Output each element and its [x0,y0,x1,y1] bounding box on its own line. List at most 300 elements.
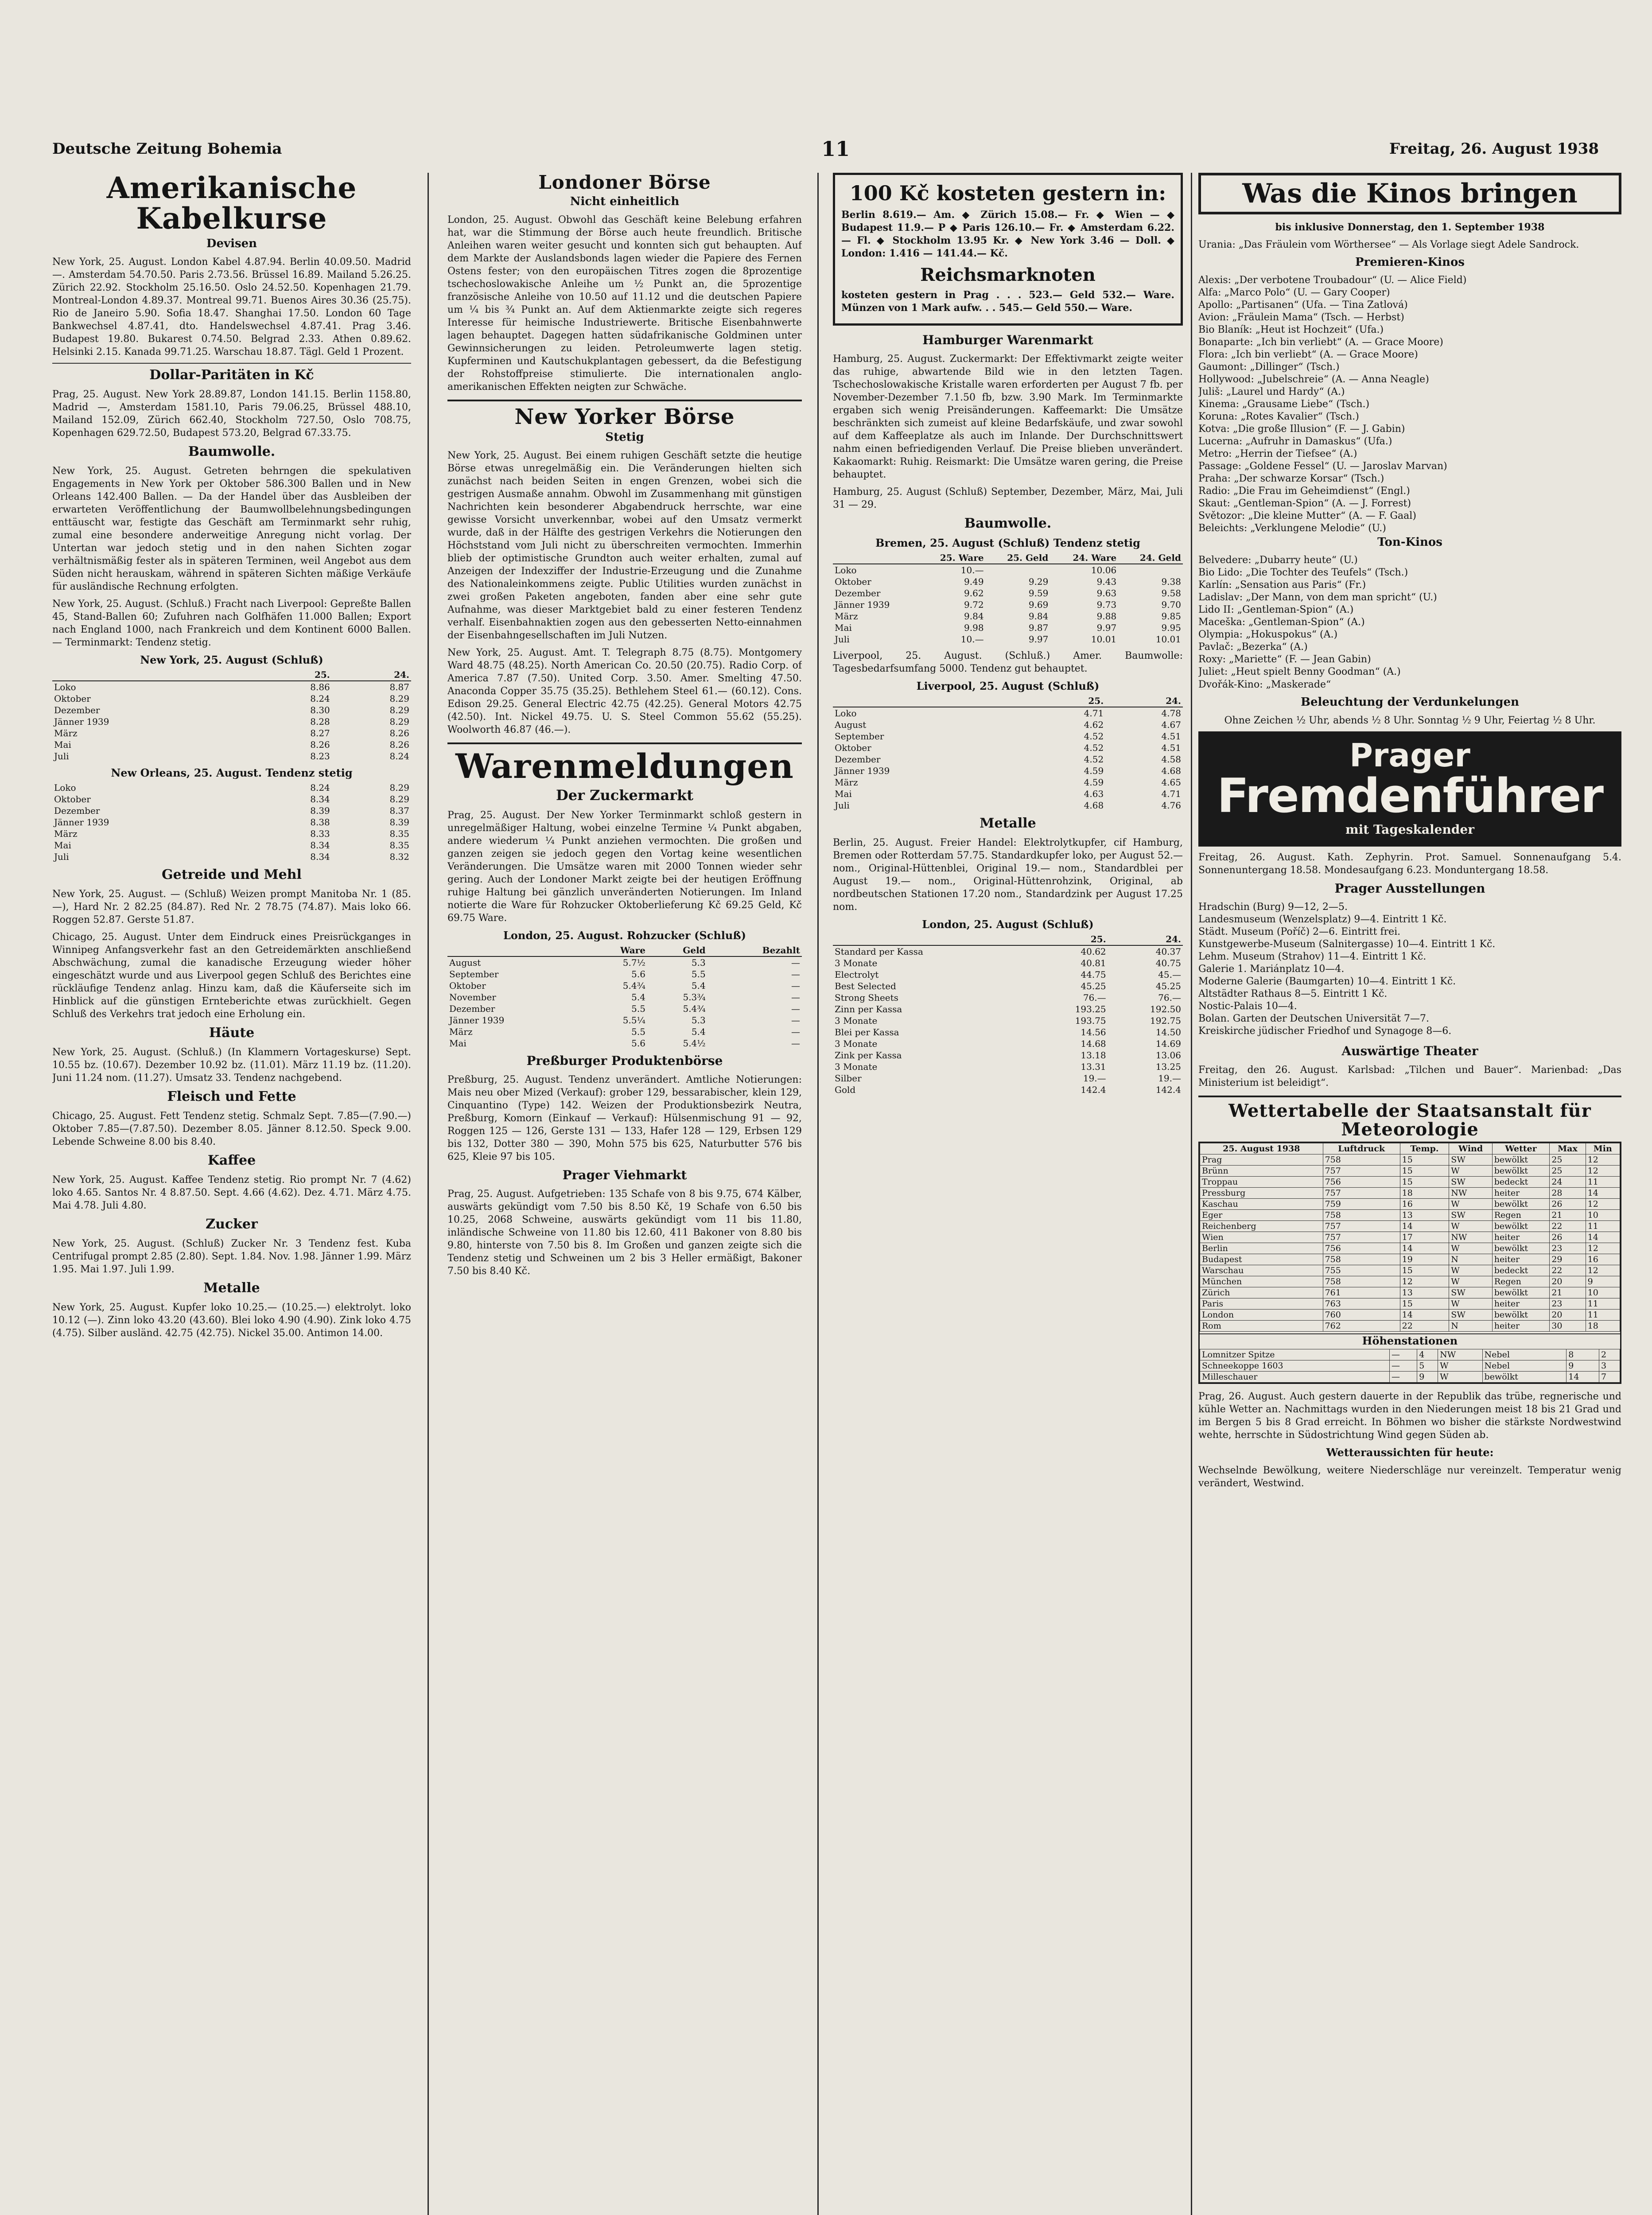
table-cell: 8.24 [310,782,330,793]
liverpool-cotton-table [833,695,1183,811]
table-cell: 3 [1599,1360,1620,1372]
heading-beleuchtung: Beleuchtung der Verdunkelungen [1301,696,1519,709]
list-item: Apollo: „Partisanen“ (Ufa. — Tina Zatlová) [1198,299,1408,311]
table-cell: 9.73 [1096,599,1117,610]
column-1 [52,173,411,2215]
table-cell: W [1449,1265,1492,1276]
column-3 [833,173,1183,2215]
table-cell: NW [1449,1232,1492,1243]
exchange-box-title: 100 Kč kosteten gestern in: [849,181,1166,205]
table-cell: Regen [1492,1210,1550,1221]
table-cell: 760 [1323,1310,1400,1321]
table-cell: bewölkt [1492,1287,1550,1298]
table-cell: — [791,969,800,980]
list-item: Hradschin (Burg) 9—12, 2—5. [1198,902,1348,913]
table-cell: Dezember [835,754,881,765]
table-row [833,765,1183,777]
table-cell: Mai [835,622,852,633]
table-cell: 756 [1323,1177,1400,1188]
table-cell: — [791,1015,800,1026]
table-cell: 5.3¾ [683,992,706,1003]
table-row [833,800,1183,811]
list-item: Flora: „Ich bin verliebt“ (A. — Grace Moore) [1198,349,1418,360]
list-item: Bio Blaník: „Heut ist Hochzeit“ (Ufa.) [1198,324,1384,335]
table-cell: 15 [1400,1154,1449,1166]
table-cell: Silber [835,1073,862,1084]
table-cell: 10 [1586,1287,1620,1298]
table-cell: 4.58 [1161,754,1181,765]
table-cell: 142.4 [1155,1084,1181,1095]
table-cell: 40.37 [1155,946,1181,957]
table-row [833,945,1183,957]
table-cell: 11 [1586,1221,1620,1232]
table-row [833,633,1183,645]
table-cell: 4.78 [1161,708,1181,719]
table-cell: 756 [1323,1243,1400,1254]
table-cell: 19.— [1158,1073,1181,1084]
table-cell: 4.59 [1084,766,1104,776]
table-cell: 12 [1586,1265,1620,1276]
fremdenfuehrer-banner [1198,731,1621,847]
table-header-cell [833,933,1033,945]
table-cell: 40.81 [1081,958,1106,968]
table-cell: 5.7½ [622,957,645,968]
table-cell: SW [1449,1210,1492,1221]
table-cell: 4.68 [1161,766,1181,776]
heading-fleisch: Fleisch und Fette [167,1088,296,1104]
section-title-kabelkurse: Amerikanische Kabelkurse [106,173,357,236]
table-cell: 192.75 [1150,1015,1181,1026]
table-cell: 5.4½ [683,1038,706,1049]
table-row [447,1003,802,1014]
table-cell: 142.4 [1081,1084,1106,1095]
subtitle: Stetig [605,431,644,444]
table-cell: Zinn per Kassa [835,1004,902,1014]
table-cell: 25 [1550,1166,1586,1177]
table-cell: Blei per Kassa [835,1027,899,1038]
table-cell: 21 [1550,1287,1586,1298]
table-cell: 8.29 [389,782,409,793]
heading-baumwolle: Baumwolle. [188,443,276,459]
table-cell: August [835,719,867,730]
table-cell: — [791,957,800,968]
table-cell: 4.63 [1084,789,1104,799]
table-row [833,707,1183,719]
table-row [833,1026,1183,1038]
table-row [447,991,802,1003]
table-cell: bedeckt [1492,1265,1550,1276]
table-cell: 20 [1550,1276,1586,1287]
list-item: Landesmuseum (Wenzelsplatz) 9—4. Eintritt 1 Kč. [1198,914,1447,925]
table-cell: Jänner 1939 [54,716,109,727]
table-cell: 4.51 [1161,731,1181,742]
table-cell: 10.01 [1155,634,1181,645]
table-cell: 8.35 [389,839,409,851]
article-text: Preßburg, 25. August. Tendenz unverändert. Amtliche Notierungen: Mais neu ober Mized (Verkauf): grober 129, bessarabischer, klein 129, Cinquantino (Type) 142. Weizen der Produktionsbezirk Neutra, Preßburg, Komorn (Einkauf — Verkauf): Hülsenmischung 91 — 92, Roggen 125 — 126, Gerste 131 — 133, Hafer 128 — 129, Erbsen 129 bis 132, Dotter 380 — 390, Mohn 575 bis 625, Naturbutter 576 bis 625, Kleie 97 bis 105. [447,1074,802,1163]
table-header-cell [833,552,917,564]
heading-baumwolle: Baumwolle. [964,516,1052,531]
table-cell: Regen [1492,1276,1550,1287]
table-cell [1118,564,1183,576]
table-cell: 28 [1550,1188,1586,1199]
table-cell: 757 [1323,1166,1400,1177]
table-cell: 8.29 [389,793,409,804]
table-cell: 23 [1550,1298,1586,1310]
table-cell: Dezember [835,588,881,598]
ny-cotton-table [52,669,411,762]
table-cell: 23 [1550,1243,1586,1254]
article-text: London, 25. August. Obwohl das Geschäft keine Belebung erfahren hat, war die Stimmung der Börse auch heute freundlich. Britische Anleihen waren weiter gesucht und konnten sich gut behaupten. Auf dem Markte der Auslandsbonds lagen wieder die Papiere des Fernen Ostens fester; von den europäischen Titres zogen die 8prozentige tschechoslowakische Anleihe um ½ Punkt an, die 5prozentige französische Anleihe von 10.50 auf 11.12 und die deutschen Papiere um ¼ bis ¾ Punkt an. Auf dem Aktienmarkte zeigte sich regeres Interesse für heimische Industriewerte. Britische Eisenbahnwerte lagen behauptet. Dagegen hatten südafrikanische Goldminen unter Gewinnsicherungen zu leiden. Petroleumwerte lagen stetig. Kupferminen und Kautschukplantagen gebessert, da die Befestigung der Rohstoffpreise stimulierte. Die internationalen anglo-amerikanischen Effekten neigten zur Schwäche. [447,214,802,393]
table-cell: — [791,1038,800,1049]
column-2 [447,173,802,2215]
table-header-cell: Temp. [1400,1143,1449,1154]
section-title-warenmeldungen: Warenmeldungen [455,746,794,786]
table-cell: 5.5 [691,969,706,980]
table-cell: W [1438,1360,1482,1372]
table-cell: 12 [1586,1199,1620,1210]
table-row [833,1049,1183,1061]
table-cell: — [791,992,800,1003]
table-cell: 757 [1323,1232,1400,1243]
table-cell: 8.27 [310,727,330,738]
exchange-box [833,173,1183,326]
table-cell: bedeckt [1492,1177,1550,1188]
table-cell: 24 [1550,1177,1586,1188]
table-cell: 758 [1323,1254,1400,1265]
table-cell: 9 [1586,1276,1620,1287]
table-row [833,731,1183,742]
table-cell: 14 [1400,1221,1449,1232]
table-row [1200,1243,1620,1254]
table-cell: 757 [1323,1221,1400,1232]
column-divider [1191,173,1192,2215]
heading-hamburg: Hamburger Warenmarkt [922,333,1093,347]
table-header-cell: Min [1586,1143,1620,1154]
table-cell: 10.— [960,634,984,645]
table-cell: 22 [1400,1321,1449,1332]
table-cell: Paris [1200,1298,1323,1310]
table-header-cell: Bezahlt [707,944,802,956]
table-cell: 40.75 [1155,958,1181,968]
divider [52,363,411,364]
table-cell: Rom [1200,1321,1323,1332]
table-cell: 759 [1323,1199,1400,1210]
table-cell: 10.06 [1091,565,1117,575]
table-cell: 8.28 [310,716,330,727]
table-row [833,610,1183,622]
table-cell: 8.29 [389,693,409,704]
table-cell: 193.75 [1075,1015,1106,1026]
table-cell: 4.65 [1161,777,1181,788]
list-item: Pavlač: „Bezerka“ (A.) [1198,641,1308,653]
table-cell: Jänner 1939 [835,766,890,776]
table-cell: 8 [1566,1349,1599,1360]
table-cell: Oktober [54,693,91,704]
premieren-list [1198,274,1621,535]
heading-kaffee: Kaffee [207,1152,256,1168]
table-cell: Standard per Kassa [835,946,923,957]
table-cell: 14.68 [1081,1038,1106,1049]
table-row [833,980,1183,992]
heading-getreide: Getreide und Mehl [162,867,302,882]
table-row [52,681,411,693]
table-cell: bewölkt [1482,1372,1566,1383]
table-cell: bewölkt [1492,1310,1550,1321]
table-header-cell: 24. Ware [1050,552,1118,564]
column-divider [428,173,429,2215]
table-cell: 13.25 [1155,1061,1181,1072]
table-row [447,1038,802,1049]
table-cell: W [1449,1221,1492,1232]
table-cell: Troppau [1200,1177,1323,1188]
table-row [833,576,1183,587]
table-row [833,587,1183,599]
list-item: Städt. Museum (Poříč) 2—6. Eintritt frei. [1198,926,1401,938]
list-item: Olympia: „Hokuspokus“ (A.) [1198,629,1338,640]
table-row [447,1014,802,1026]
article-text: New York, 25. August. — (Schluß) Weizen prompt Manitoba Nr. 1 (85.—), Hard Nr. 2 82.25 (84.87). Red Nr. 2 78.75 (74.87). Mais loko 66. Roggen 52.87. Gerste 51.87. [52,888,411,925]
column-divider [817,173,819,2215]
list-item: Juliet: „Heut spielt Benny Goodman“ (A.) [1198,666,1401,677]
column-4 [1198,173,1621,2215]
list-item: Galerie 1. Mariánplatz 10—4. [1198,964,1345,975]
section-title-ny-boerse: New Yorker Börse [514,404,735,430]
table-row [833,969,1183,980]
table-cell: bewölkt [1492,1154,1550,1166]
table-cell: 14.69 [1155,1038,1181,1049]
table-cell: 22 [1550,1221,1586,1232]
list-item: Lido II: „Gentleman-Spion“ (A.) [1198,604,1354,615]
table-cell: 9.87 [1028,622,1049,633]
heading-zucker: Zucker [206,1216,258,1232]
exchange-box-text: Berlin 8.619.— Am. ◆ Zürich 15.08.— Fr. ◆ Wien — ◆ Budapest 11.9.— P ◆ Paris 126.10.— Fr. ◆ Amsterdam 6.22.— Fl. ◆ Stockholm 13.95 Kr. ◆ New York 3.46 — Doll. ◆ London: 1.416 — 141.44.— Kč. [841,209,1174,259]
table-row [1200,1298,1620,1310]
heading-pressburg: Preßburger Produktenbörse [526,1053,723,1069]
subtitle: Nicht einheitlich [570,195,680,209]
table-cell: Oktober [449,980,486,991]
table-row [833,719,1183,731]
table-cell: 9.58 [1161,588,1181,598]
table-cell: 45.25 [1081,981,1106,991]
heading-wettertabelle: Wettertabelle der Staatsanstalt für Meteorologie [1228,1100,1591,1140]
table-cell: 192.50 [1150,1004,1181,1014]
table-cell: Budapest [1200,1254,1323,1265]
table-row [52,704,411,716]
table-row [833,1084,1183,1096]
article-text: New York, 25. August. Amt. T. Telegraph 8.75 (8.75). Montgomery Ward 48.75 (48.25). North American Co. 20.50 (20.75). Radio Corp. of America 7.87 (7.50). United Corp. 3.50. Amer. Smelting 47.50. Anaconda Copper 35.75 (35.25). Bethlehem Steel 61.— (60.12). Cons. Edison 29.25. General Electric 42.75 (42.25). General Motors 42.75 (42.50). Int. Nickel 49.75. U. S. Steel Common 55.62 (55.25). Woolworth 46.87 (46.—). [447,647,802,736]
table-row [52,716,411,727]
table-cell: 15 [1400,1166,1449,1177]
table-cell: heiter [1492,1254,1550,1265]
table-row [833,742,1183,754]
heading-viehmarkt: Prager Viehmarkt [562,1168,687,1183]
london-sugar-table [447,944,802,1049]
table-cell: 758 [1323,1154,1400,1166]
table-cell: Warschau [1200,1265,1323,1276]
reichsmark-text: kosteten gestern in Prag . . . 523.— Geld 532.— Ware. Münzen von 1 Mark aufw. . . 545.— Geld 550.— Ware. [841,289,1174,314]
heading-wetteraussichten: Wetteraussichten für heute: [1326,1446,1494,1459]
table-row [1200,1321,1620,1332]
table-cell: Nebel [1482,1349,1566,1360]
table-cell: — [1390,1360,1417,1372]
table-cell: Zink per Kassa [835,1050,902,1061]
table-cell: 5.4¾ [622,980,645,991]
section-title-londoner-boerse: Londoner Börse [538,173,711,193]
list-item: Roxy: „Mariette“ (F. — Jean Gabin) [1198,654,1371,665]
list-item: Kreiskirche jüdischer Friedhof und Synagoge 8—6. [1198,1026,1452,1037]
table-cell: 9.38 [1161,576,1181,587]
table-cell: September [835,731,884,742]
table-cell: 755 [1323,1265,1400,1276]
hoehen-table [1200,1349,1620,1383]
table-cell: bewölkt [1492,1221,1550,1232]
table-title: Liverpool, 25. August (Schluß) [916,680,1100,692]
table-cell: Schneekoppe 1603 [1200,1360,1390,1372]
table-cell: 13 [1400,1287,1449,1298]
table-row [1200,1177,1620,1188]
table-cell: W [1449,1199,1492,1210]
table-cell: 16 [1400,1199,1449,1210]
table-cell: Strong Sheets [835,992,898,1003]
table-cell: 4.67 [1161,719,1181,730]
table-cell: Electrolyt [835,969,879,980]
table-title: London, 25. August. Rohzucker (Schluß) [503,929,746,942]
list-item: Beleichts: „Verklungene Melodie“ (U.) [1198,523,1386,534]
table-cell: Juli [835,800,850,811]
article-text: New York, 25. August. Bei einem ruhigen Geschäft setzte die heutige Börse etwas unregelmäßig ein. Die Veränderungen hielten sich zunächst nach beiden Seiten in engen Grenzen, wobei sich die gestrigen Ausmaße annahm. Obwohl im Zusammenhang mit günstigen Nachrichten kein besonderer Abgabendruck herrschte, war eine gewisse Vorsicht unverkennbar, wobei auf den Umsatz vermerkt wurde, daß in der Hälfte des gestrigen Verkehrs die Notierungen den Höchststand vom Juli nicht zu überschreiten vermochten. Immerhin blieb der optimistische Grundton auch weiter erhalten, zumal auf Anzeigen der Indexziffer der Industrie-Erzeugung und die Zunahme des Nationaleinkommens zeigte. Public Utilities wurden zunächst in zwei großen Paketen angeboten, fanden aber eine sehr gute Aufnahme, was dieser Marktgebiet bald zu einer festeren Tendenz verhalf. Eisenbahnaktien zogen aus den gebesserten Netto-einnahmen der Eisenbahngesellschaften im Juli Nutzen. [447,450,802,641]
bremen-cotton-table [833,552,1183,645]
table-row [447,956,802,968]
table-cell: Brünn [1200,1166,1323,1177]
table-cell: 8.32 [389,851,409,862]
heading-haute: Häute [209,1025,255,1041]
table-cell: — [791,1003,800,1014]
table-row [833,564,1183,576]
table-cell: München [1200,1276,1323,1287]
list-item: Juliš: „Laurel und Hardy“ (A.) [1198,386,1345,397]
table-cell: 12 [1400,1276,1449,1287]
table-cell: bewölkt [1492,1166,1550,1177]
table-row [52,851,411,863]
table-cell: November [449,992,496,1003]
table-cell: 762 [1323,1321,1400,1332]
article-text: New York, 25. August. (Schluß.) Fracht nach Liverpool: Gepreßte Ballen 45, Stand-Ballen 60; Zufuhren nach Golfhäfen 11.000 Ballen; Export nach England 1000, nach Frankreich und dem Kontinent 6000 Ballen. — Terminmarkt: Tendenz stetig. [52,598,411,648]
table-cell: 9.29 [1028,576,1049,587]
table-header-cell [52,669,253,681]
table-cell: 44.75 [1081,969,1106,980]
table-cell: 4.76 [1161,800,1181,811]
table-cell: 14 [1400,1310,1449,1321]
theater-text: Freitag, den 26. August. Karlsbad: „Tilchen und Bauer“. Marienbad: „Das Ministerium ist beleidigt“. [1198,1065,1621,1089]
table-cell: W [1449,1243,1492,1254]
table-cell: 11 [1586,1177,1620,1188]
table-cell: 5.5 [631,1003,645,1014]
heading-reichsmark: Reichsmarknoten [920,264,1096,285]
list-item: Skaut: „Gentleman-Spion“ (A. — J. Forrest) [1198,498,1411,509]
table-row [52,727,411,739]
table-row [447,1026,802,1038]
table-cell: Jänner 1939 [449,1015,505,1026]
list-item: Kunstgewerbe-Museum (Salnitergasse) 10—4. Eintritt 1 Kč. [1198,939,1496,950]
article-text: Berlin, 25. August. Freier Handel: Elektrolytkupfer, cif Hamburg, Bremen oder Rotterdam 57.75. Standardkupfer loko, per August 52.— nom., Original-Hüttenblei, Original 19.— nom., Standardblei per August 19.— nom., Original-Hüttenrohzink, Original, ab nordbeutschen Stationen 17.20 nom., Standardzink per August 17.25 nom. [833,837,1183,913]
article-text: New York, 25. August. Getreten behrngen die spekulativen Engagements in New York per Oktober 586.300 Ballen und in New Orleans 142.400 Ballen. — Da der Handel über das Ausbleiben der erwarteten Veröffentlichung der Baumwollbelehnungsbedingungen enttäuscht war, festigte das Geschäft am Terminmarkt sehr ruhig, zumal eine besondere anderweitige Anregung nicht vorlag. Der Untertan war jedoch stetig und in den nahen Sichten zogar verhältnismäßig fester als in späteren Terminen, weil Angebot aus dem Süden nicht herauskam, während in späteren Sichten mäßige Verkäufe für ausländische Rechnung erfolgten. [52,465,411,592]
table-cell: 11 [1586,1298,1620,1310]
table-cell: Loko [54,681,76,692]
table-cell: 8.33 [310,828,330,839]
table-cell: heiter [1492,1321,1550,1332]
table-cell: 11 [1586,1310,1620,1321]
table-cell: Zürich [1200,1287,1323,1298]
table-row [447,968,802,980]
list-item: Bonaparte: „Ich bin verliebt“ (A. — Grace Moore) [1198,337,1443,348]
table-cell: 5.3 [691,1015,706,1026]
table-cell: 14 [1400,1243,1449,1254]
article-text: Hamburg, 25. August. Zuckermarkt: Der Effektivmarkt zeigte weiter das ruhige, abwartende Bild wie in den letzten Tagen. Tschechoslowakische Kristalle waren erforderten per August 7 fb. per November-Dezember 7.1.50 fb, bzw. 3.90 Mark. Im Terminmarkte ergaben sich wenig Preisänderungen. Kaffeemarkt: Die Umsätze beschränkten sich zumeist auf kleine Bedarfskäufe, und zwar sowohl auf dem Kaffeeplatze als auch im Inlande. Der Durchschnittswert nahm einen befriedigenden Verlauf. Die Preise blieben unverändert. Kakaomarkt: Ruhig. Reismarkt: Die Umsätze waren gering, die Preise behauptet. [833,354,1183,480]
table-row [1200,1210,1620,1221]
table-row [52,693,411,704]
table-header-cell: Wind [1449,1143,1492,1154]
table-row [52,750,411,762]
list-item: Moderne Galerie (Baumgarten) 10—4. Eintritt 1 Kč. [1198,976,1456,987]
table-cell: 4.71 [1084,708,1104,719]
divider [447,400,802,401]
banner-fremdenfuehrer: Fremdenführer [1217,769,1603,823]
table-cell: W [1438,1372,1482,1383]
article-text: Chicago, 25. August. Unter dem Eindruck eines Preisrückganges in Winnipeg Anfangsverkehr fast an den Getreidemärkten anschließend Abschwächung, zumal die kanadische Erzeugung wieder höher eingeschätzt wurde und aus Liverpool gegen Schluß des Berichtes eine rückläufige Tendenz anlag. Hinzu kam, daß die Käuferseite sich im Hinblick auf die günstigen Ernteberichte etwas zurückhielt. Gegen Schluß des Verkehrs trat jedoch eine Erholung ein. [52,931,411,1020]
table-cell: W [1449,1276,1492,1287]
table-cell: 76.— [1158,992,1181,1003]
list-item: Gaumont: „Dillinger“ (Tsch.) [1198,361,1340,373]
table-row [833,622,1183,633]
heading-metalle: Metalle [980,816,1036,831]
table-row [1200,1221,1620,1232]
table-cell: 9.97 [1096,622,1117,633]
table-header-cell: 25. August 1938 [1200,1143,1323,1154]
table-cell: 4.51 [1161,742,1181,753]
table-cell: 8.39 [310,805,330,816]
list-item: Koruna: „Rotes Kavalier“ (Tsch.) [1198,411,1359,422]
table-cell: Oktober [835,742,871,753]
table-cell: 8.29 [389,704,409,715]
ausstellungen-list [1198,901,1621,1038]
article-text: Liverpool, 25. August. (Schluß.) Amer. Baumwolle: Tagesbedarfsumfang 5000. Tendenz gut behauptet. [833,650,1183,674]
table-cell: 9.49 [964,576,984,587]
table-cell: 3 Monate [835,1061,878,1072]
table-row [1200,1310,1620,1321]
table-cell: 45.25 [1155,981,1181,991]
table-row [52,782,411,793]
table-cell: W [1449,1166,1492,1177]
table-cell: 8.23 [310,750,330,762]
table-header-cell: 25. Geld [986,552,1050,564]
table-cell: — [791,1026,800,1038]
list-item: Altstädter Rathaus 8—5. Eintritt 1 Kč. [1198,988,1388,1000]
list-item: Avion: „Fräulein Mama“ (Tsch. — Herbst) [1198,312,1404,323]
table-row [1200,1154,1620,1166]
table-row [833,992,1183,1003]
table-cell: 9.85 [1161,611,1181,622]
table-cell: Loko [54,782,76,793]
table-cell: 9.95 [1161,622,1181,633]
table-cell: März [835,777,858,788]
table-cell: 5.4 [631,992,645,1003]
table-row [1200,1254,1620,1265]
list-item: Ladislav: „Der Mann, von dem man spricht“ (U.) [1198,592,1437,603]
table-header-cell: 25. Ware [917,552,986,564]
table-header-cell: 24. [1105,695,1183,707]
table-cell: 9.88 [1096,611,1117,622]
table-header-cell: Wetter [1492,1143,1550,1154]
